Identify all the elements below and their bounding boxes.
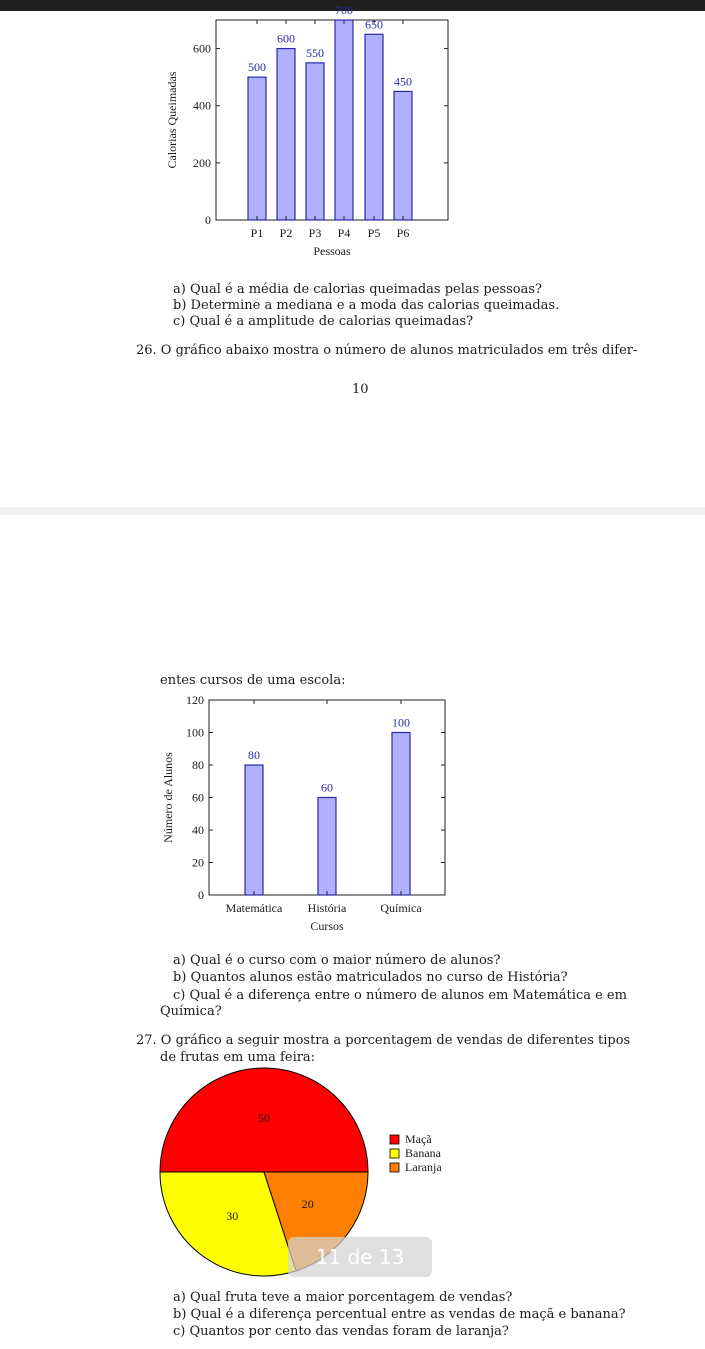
- q25-item-a: a) Qual é a média de calorias queimadas pelas pessoas?: [173, 282, 543, 297]
- page-number: 10: [352, 382, 369, 397]
- y-tick-label: 600: [193, 41, 211, 56]
- y-tick-label: 80: [192, 758, 204, 772]
- bar-value-label: 80: [248, 748, 260, 762]
- bar: [248, 77, 266, 220]
- y-tick-label: 40: [192, 823, 204, 837]
- calories-bar-chart: [0, 0, 705, 280]
- y-tick-label: 0: [205, 213, 211, 227]
- x-tick-label: P1: [250, 226, 264, 240]
- y-tick-label: 120: [186, 693, 204, 707]
- students-bar-chart: [0, 685, 705, 945]
- legend-label: Maçã: [405, 1132, 432, 1146]
- bar: [365, 34, 383, 220]
- x-tick-label: Química: [380, 901, 422, 915]
- legend-label: Banana: [405, 1146, 441, 1160]
- x-axis-label: Pessoas: [313, 244, 351, 258]
- bar: [306, 63, 324, 220]
- page-separator: [0, 507, 705, 515]
- bar-value-label: 450: [394, 74, 412, 89]
- bar: [318, 798, 336, 896]
- y-tick-label: 200: [193, 155, 211, 170]
- y-tick-label: 100: [186, 725, 204, 740]
- y-tick-label: 0: [198, 888, 204, 902]
- bar-value-label: 650: [365, 17, 383, 32]
- pie-slice-label: 50: [258, 1110, 270, 1125]
- q25-item-c: c) Qual é a amplitude de calorias queimadas?: [173, 314, 474, 329]
- bar-value-label: 700: [335, 3, 353, 17]
- x-tick-label: P4: [337, 226, 351, 240]
- q26-item-a: a) Qual é o curso com o maior número de alunos?: [173, 953, 501, 968]
- bar: [394, 91, 412, 220]
- q27-item-c: c) Quantos por cento das vendas foram de laranja?: [173, 1324, 509, 1339]
- bar-value-label: 100: [392, 715, 410, 730]
- x-axis-label: Cursos: [310, 919, 344, 933]
- q26-intro-line2: entes cursos de uma escola:: [160, 673, 346, 688]
- q27-intro-line1: 27. O gráfico a seguir mostra a porcentagem de vendas de diferentes tipos: [136, 1033, 631, 1048]
- x-tick-label: P3: [308, 226, 322, 240]
- q27-item-b: b) Qual é a diferença percentual entre as vendas de maçã e banana?: [173, 1307, 626, 1322]
- q27-item-a: a) Qual fruta teve a maior porcentagem de vendas?: [173, 1290, 513, 1305]
- x-tick-label: P6: [396, 226, 410, 240]
- pie-slice-label: 20: [301, 1196, 314, 1211]
- legend-swatch: [390, 1163, 399, 1172]
- x-tick-label: Matemática: [225, 901, 283, 915]
- legend-swatch: [390, 1149, 399, 1158]
- bar-value-label: 550: [306, 45, 324, 60]
- bar-value-label: 600: [277, 31, 295, 46]
- q26-intro-line1: 26. O gráfico abaixo mostra o número de alunos matriculados em três difer-: [136, 343, 638, 358]
- q26-item-c-line2: Química?: [160, 1004, 222, 1019]
- y-tick-label: 60: [192, 790, 204, 805]
- q25-item-b: b) Determine a mediana e a moda das calorias queimadas.: [173, 298, 560, 313]
- bar: [392, 733, 410, 896]
- x-tick-label: P5: [367, 226, 381, 240]
- bar-value-label: 60: [321, 780, 333, 795]
- pie-slice-label: 30: [226, 1208, 239, 1223]
- x-tick-label: História: [307, 901, 347, 915]
- y-tick-label: 20: [192, 855, 204, 870]
- y-tick-label: 400: [193, 98, 211, 113]
- q26-item-c-line1: c) Qual é a diferença entre o número de alunos em Matemática e em: [173, 988, 627, 1003]
- y-axis-label: Calorias Queimadas: [165, 71, 179, 169]
- bar: [335, 20, 353, 220]
- q26-item-b: b) Quantos alunos estão matriculados no curso de História?: [173, 970, 568, 985]
- bar-value-label: 500: [248, 60, 266, 75]
- bar: [277, 49, 295, 220]
- legend-swatch: [390, 1135, 399, 1144]
- x-tick-label: P2: [279, 226, 293, 240]
- legend-label: Laranja: [405, 1160, 442, 1174]
- bar: [245, 765, 263, 895]
- page-indicator: 11 de 13: [288, 1237, 432, 1277]
- y-axis-label: Número de Alunos: [161, 752, 175, 843]
- q27-intro-line2: de frutas em uma feira:: [160, 1050, 316, 1065]
